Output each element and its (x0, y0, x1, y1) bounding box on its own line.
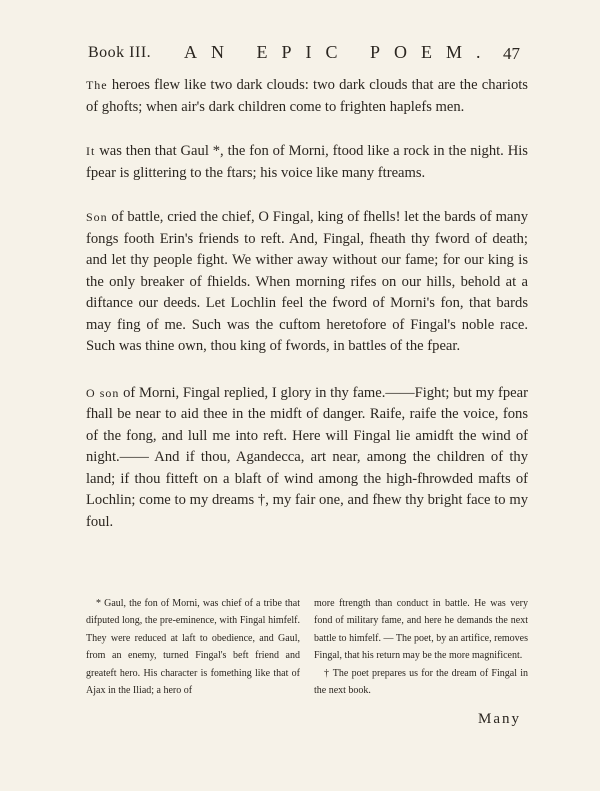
footnote-gaul: * Gaul, the fon of Morni, was chief of a tribe that difputed long, the pre-eminence, with Fingal himfelf. They were reduced at laft to obedience, and Gaul, from an enemy, turned Fingal's beft friend and greateft hero. His character is fomething like that of Ajax in the Iliad; a hero of (86, 598, 300, 697)
book-number: Book III. (88, 44, 152, 61)
paragraph-2 (86, 141, 528, 184)
paragraph-4 (86, 383, 528, 534)
page-number: 47 (503, 44, 520, 63)
footnote-dream: † The poet prepares us for the dream of Fingal in the next book. (314, 667, 528, 697)
footnote-gaul-continued: more ftrength than conduct in battle. He was very fond of military fame, and here he demands the next battle to himfelf. — The poet, by an artifice, removes Fingal, that his return may be the more magnificent. (314, 598, 528, 662)
paragraph-lead: The (86, 78, 108, 92)
footnote-left-column (86, 595, 300, 699)
paragraph-lead: It (86, 144, 96, 158)
running-title: AN EPIC POEM. (184, 42, 495, 62)
footnotes (86, 595, 528, 699)
paragraph-text: of Morni, Fingal replied, I glory in thy fame.——Fight; but my fpear fhall be near to aid thee in the midft of danger. Raife, raife the voice, fons of the fong, and lull me into reft. Here will Fingal lie amidft the wind of night.—— And if thou, Agandecca, art near, among the children of thy land; if thou fitteft on a blaft of wind among the high-fhrowded mafts of Lochlin; come to my dreams †, my fair one, and fhew thy bright face to my foul. (86, 384, 529, 530)
paragraph-text: heroes flew like two dark clouds: two dark clouds that are the chariots of ghofts; when air's dark children come to frighten haplefs men. (86, 77, 528, 115)
catchword: Many (478, 711, 521, 727)
paragraph-text: was then that Gaul *, the fon of Morni, ftood like a rock in the night. His fpear is glittering to the ftars; his voice like many ftreams. (86, 143, 528, 181)
main-text (86, 75, 528, 533)
paragraph-lead: Son (86, 210, 108, 224)
paragraph-1 (86, 75, 528, 118)
paragraph-3 (86, 207, 528, 358)
paragraph-lead: O son (86, 385, 120, 400)
footnote-right-column (314, 595, 528, 699)
paragraph-text: of battle, cried the chief, O Fingal, king of fhells! let the bards of many fongs footh Erin's friends to reft. And, Fingal, fheath thy fword of death; and let thy people fight. We wither away without our fame; for our king is the only breaker of fhields. When morning rifes on our hills, behold at a diftance our deeds. Let Lochlin feel the fword of Morni's fon, that bards may fing of me. Such was the cuftom heretofore of Fingal's noble race. Such was thine own, thou king of fwords, in battles of the fpear. (86, 209, 528, 354)
running-header (88, 42, 520, 68)
